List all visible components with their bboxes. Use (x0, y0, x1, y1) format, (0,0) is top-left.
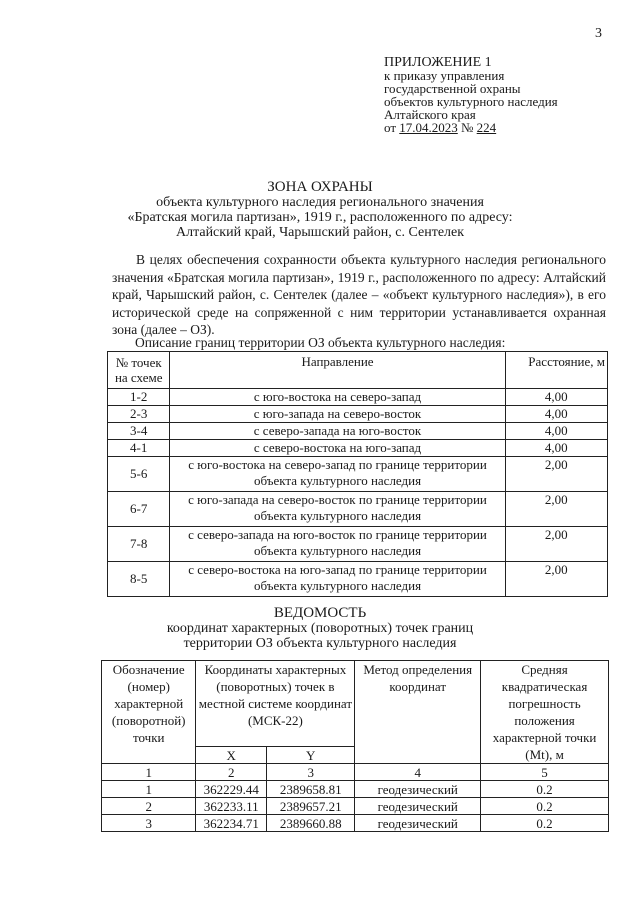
appendix-date-line (384, 121, 558, 134)
header-method: Метод определения координат (355, 661, 481, 764)
cell-distance: 4,00 (505, 440, 607, 457)
intro-paragraph (112, 251, 606, 339)
page-number: 3 (595, 26, 602, 41)
statement-line: территории ОЗ объекта культурного наследия (183, 636, 457, 651)
title-main: ЗОНА ОХРАНЫ (267, 179, 373, 195)
date-prefix: от (384, 120, 397, 135)
cell-method: геодезический (355, 798, 481, 815)
cell-direction: с юго-востока на северо-запад по границе территории объекта культурного наследия (170, 457, 505, 492)
cell-direction: с северо-запада на юго-восток (170, 423, 505, 440)
header-distance: Расстояние, м (505, 352, 607, 389)
table-row (108, 389, 608, 406)
header-error: Средняя квадратическая погрешность положения характерной точки (Mt), м (481, 661, 609, 764)
cell-y: 2389658.81 (267, 781, 355, 798)
cell-method: геодезический (355, 815, 481, 832)
header-points: № точек на схеме (108, 352, 170, 389)
cell-points: 7-8 (108, 527, 170, 562)
cell-points: 3-4 (108, 423, 170, 440)
header-point-id: Обозначение (номер) характерной (поворотной) точки (102, 661, 196, 764)
cell-point: 3 (102, 815, 196, 832)
table-row (102, 798, 609, 815)
table-row (102, 815, 609, 832)
table-row (102, 781, 609, 798)
cell-direction: с юго-востока на северо-запад (170, 389, 505, 406)
title-line: объекта культурного наследия регионального значения (156, 195, 484, 210)
cell-points: 5-6 (108, 457, 170, 492)
title-line: Алтайский край, Чарышский район, с. Сентелек (175, 225, 465, 240)
cell-error: 0.2 (481, 815, 609, 832)
statement-line: координат характерных (поворотных) точек границ (166, 621, 474, 636)
column-number: 2 (196, 764, 267, 781)
column-number-row (102, 764, 609, 781)
paragraph-text: В целях обеспечения сохранности объекта культурного наследия регионального значения «Братская могила партизан», 1919 г., расположенного по адресу: Алтайский край, Чарышский район, с. Сентелек (далее – «объект культурного наследия»), в его исторической среде на сопряженной с ним территории устанавливается охранная зона (далее – ОЗ). (112, 252, 606, 337)
column-number: 4 (355, 764, 481, 781)
cell-point: 1 (102, 781, 196, 798)
cell-points: 4-1 (108, 440, 170, 457)
table-row (108, 440, 608, 457)
cell-direction: с северо-запада на юго-восток по границе территории объекта культурного наследия (170, 527, 505, 562)
column-number: 3 (267, 764, 355, 781)
header-y: Y (267, 747, 355, 764)
number-sign: № (461, 120, 474, 135)
cell-distance: 2,00 (505, 562, 607, 597)
cell-point: 2 (102, 798, 196, 815)
table-row (108, 423, 608, 440)
order-date: 17.04.2023 (399, 120, 458, 135)
cell-distance: 4,00 (505, 406, 607, 423)
boundary-table (107, 351, 608, 597)
cell-points: 8-5 (108, 562, 170, 597)
cell-distance: 4,00 (505, 423, 607, 440)
cell-distance: 2,00 (505, 492, 607, 527)
cell-points: 1-2 (108, 389, 170, 406)
cell-distance: 4,00 (505, 389, 607, 406)
cell-distance: 2,00 (505, 457, 607, 492)
table-row (108, 457, 608, 492)
table-header-row (102, 661, 609, 747)
cell-y: 2389657.21 (267, 798, 355, 815)
table-row (108, 492, 608, 527)
header-direction: Направление (170, 352, 505, 389)
column-number: 5 (481, 764, 609, 781)
cell-x: 362234.71 (196, 815, 267, 832)
cell-direction: с северо-востока на юго-запад по границе территории объекта культурного наследия (170, 562, 505, 597)
table-header-row (108, 352, 608, 389)
header-coordinates: Координаты характерных (поворотных) точек в местной системе координат (МСК-22) (196, 661, 355, 747)
cell-direction: с юго-запада на северо-восток по границе территории объекта культурного наследия (170, 492, 505, 527)
appendix-line: Алтайского края (384, 107, 476, 122)
table-row (108, 562, 608, 597)
coordinates-table (101, 660, 609, 832)
appendix-block (384, 56, 558, 134)
table-row (108, 527, 608, 562)
column-number: 1 (102, 764, 196, 781)
statement-heading: ВЕДОМОСТЬ (273, 605, 367, 621)
appendix-line: к приказу управления (384, 68, 505, 83)
appendix-line: объектов культурного наследия (384, 94, 558, 109)
table-row (108, 406, 608, 423)
table1-caption: Описание границ территории ОЗ объекта культурного наследия: (135, 335, 506, 350)
cell-distance: 2,00 (505, 527, 607, 562)
document-title (0, 180, 640, 240)
order-number: 224 (476, 120, 497, 135)
title-line: «Братская могила партизан», 1919 г., расположенного по адресу: (127, 210, 513, 225)
cell-direction: с северо-востока на юго-запад (170, 440, 505, 457)
cell-x: 362233.11 (196, 798, 267, 815)
cell-y: 2389660.88 (267, 815, 355, 832)
cell-direction: с юго-запада на северо-восток (170, 406, 505, 423)
cell-x: 362229.44 (196, 781, 267, 798)
cell-error: 0.2 (481, 781, 609, 798)
appendix-line: государственной охраны (384, 81, 521, 96)
cell-points: 2-3 (108, 406, 170, 423)
cell-error: 0.2 (481, 798, 609, 815)
appendix-heading: ПРИЛОЖЕНИЕ 1 (384, 55, 492, 70)
cell-method: геодезический (355, 781, 481, 798)
statement-title (0, 606, 640, 651)
cell-points: 6-7 (108, 492, 170, 527)
header-x: X (196, 747, 267, 764)
